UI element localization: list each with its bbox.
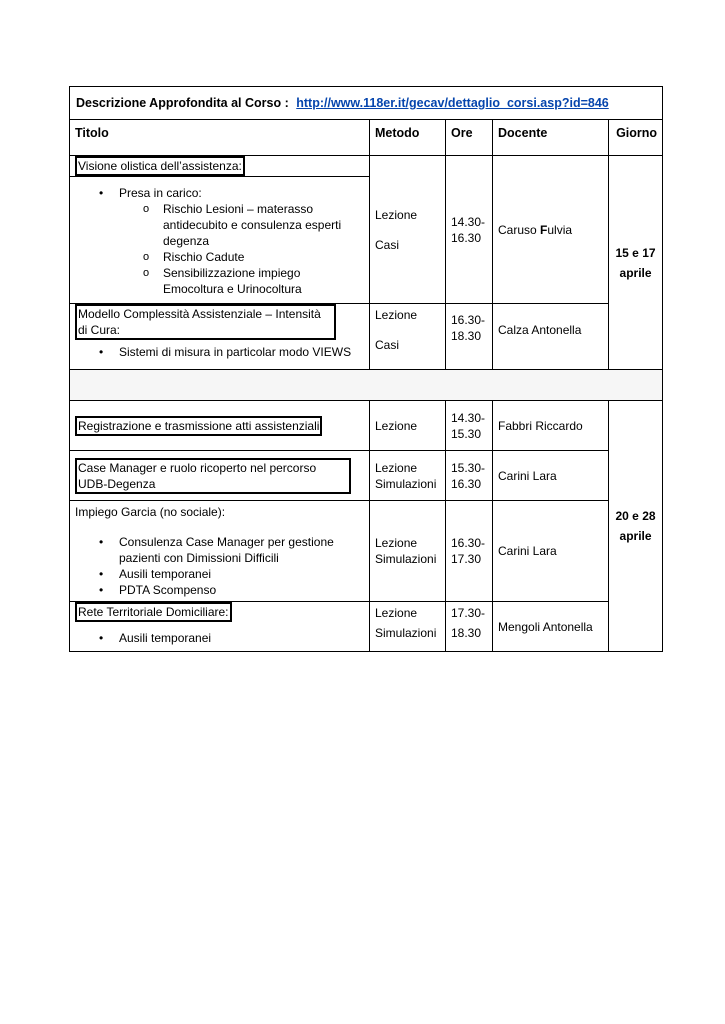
session-title: Modello Complessità Assistenziale – Intensità di Cura: — [75, 304, 336, 340]
giorno-line: 15 e 17 — [615, 245, 656, 260]
table-row — [70, 304, 663, 370]
metodo-line: Casi — [375, 338, 400, 352]
ore-end: 18.30 — [451, 626, 482, 640]
header-giorno: Giorno — [609, 120, 663, 156]
metodo-cell — [370, 451, 446, 501]
ore-end: 17.30 — [451, 552, 482, 566]
description-label: Descrizione Approfondita al Corso : — [76, 96, 289, 110]
metodo-line: Casi — [375, 237, 400, 252]
ore-end: 15.30 — [451, 426, 482, 441]
session-title: Visione olistica dell’assistenza: — [75, 156, 245, 176]
list-item: • Consulenza Case Manager per gestione pazienti con Dimissioni Difficili — [119, 534, 364, 566]
session-title: Registrazione e trasmissione atti assistenziali — [75, 416, 322, 436]
giorno-cell — [609, 156, 663, 370]
metodo-line: Lezione — [375, 536, 418, 550]
separator-row — [70, 370, 663, 401]
ore-cell — [446, 451, 493, 501]
giorno-line: aprile — [619, 529, 652, 543]
bullet-list — [75, 185, 364, 201]
metodo-line: Lezione — [375, 418, 418, 433]
bullet-list — [75, 534, 364, 598]
bullet-list — [75, 630, 364, 646]
ore-start: 16.30- — [451, 313, 486, 327]
docente-cell: Fabbri Riccardo — [493, 401, 609, 451]
list-item: • Ausili temporanei — [119, 566, 364, 582]
ore-start: 15.30- — [451, 460, 486, 475]
description-row — [70, 87, 663, 120]
ore-cell — [446, 401, 493, 451]
titolo-cell — [70, 501, 370, 602]
ore-cell — [446, 501, 493, 602]
metodo-cell — [370, 156, 446, 304]
table-row — [70, 602, 663, 652]
docente-name-part: Caruso — [498, 222, 541, 237]
metodo-line: Lezione — [375, 460, 418, 475]
ore-start: 17.30- — [451, 606, 486, 620]
ore-cell — [446, 304, 493, 370]
docente-cell: Mengoli Antonella — [493, 602, 609, 652]
table-row — [70, 501, 663, 602]
header-ore: Ore — [446, 120, 493, 156]
bullet-list — [75, 344, 364, 360]
course-schedule-document — [69, 86, 662, 652]
session-title: Impiego Garcia (no sociale): — [75, 505, 226, 519]
ore-cell — [446, 156, 493, 304]
table-row — [70, 401, 663, 451]
docente-cell: Carini Lara — [493, 501, 609, 602]
list-item: • PDTA Scompenso — [119, 582, 364, 598]
metodo-line: Simulazioni — [375, 626, 437, 640]
metodo-cell — [370, 602, 446, 652]
titolo-cell — [70, 156, 370, 304]
docente-cell: Calza Antonella — [493, 304, 609, 370]
giorno-line: 20 e 28 — [615, 509, 656, 523]
session-title: Rete Territoriale Domiciliare: — [75, 602, 232, 622]
docente-cell: Carini Lara — [493, 451, 609, 501]
metodo-cell — [370, 304, 446, 370]
ore-end: 16.30 — [451, 476, 482, 491]
ore-start: 16.30- — [451, 536, 486, 550]
metodo-cell — [370, 501, 446, 602]
giorno-line: aprile — [619, 265, 652, 280]
header-docente: Docente — [493, 120, 609, 156]
docente-name-bold: F — [540, 222, 548, 237]
list-item: • Sistemi di misura in particolar modo VIEWS — [119, 344, 364, 360]
metodo-line: Simulazioni — [375, 476, 437, 491]
table-row — [70, 451, 663, 501]
header-metodo: Metodo — [370, 120, 446, 156]
table-row — [70, 156, 663, 304]
schedule-table — [69, 86, 663, 652]
titolo-cell — [70, 401, 370, 451]
titolo-cell — [70, 451, 370, 501]
ore-cell — [446, 602, 493, 652]
description-cell — [70, 87, 663, 120]
ore-start: 14.30- — [451, 214, 486, 229]
docente-cell — [493, 156, 609, 304]
metodo-line: Lezione — [375, 606, 418, 620]
header-row — [70, 120, 663, 156]
docente-name-part: ulvia — [547, 222, 573, 237]
metodo-line: Lezione — [375, 308, 418, 322]
session-title: Case Manager e ruolo ricoperto nel percorso UDB-Degenza — [75, 458, 351, 494]
metodo-cell — [370, 401, 446, 451]
ore-end: 16.30 — [451, 230, 482, 245]
list-item: o Rischio Cadute — [163, 249, 364, 265]
list-item: • Ausili temporanei — [119, 630, 364, 646]
titolo-cell — [70, 304, 370, 370]
course-detail-link[interactable]: http://www.118er.it/gecav/dettaglio_corsi.asp?id=846 — [296, 96, 609, 110]
list-item: • Presa in carico: — [119, 185, 364, 201]
metodo-line: Simulazioni — [375, 552, 437, 566]
sub-list — [75, 201, 364, 297]
metodo-line: Lezione — [375, 207, 418, 222]
separator-cell — [70, 370, 663, 401]
list-item: o Sensibilizzazione impiego Emocoltura e Urinocoltura — [163, 265, 364, 297]
ore-start: 14.30- — [451, 410, 486, 425]
ore-end: 18.30 — [451, 329, 482, 343]
titolo-cell — [70, 602, 370, 652]
giorno-cell — [609, 401, 663, 652]
header-titolo: Titolo — [70, 120, 370, 156]
list-item: o Rischio Lesioni – materasso antidecubito e consulenza esperti degenza — [163, 201, 364, 249]
